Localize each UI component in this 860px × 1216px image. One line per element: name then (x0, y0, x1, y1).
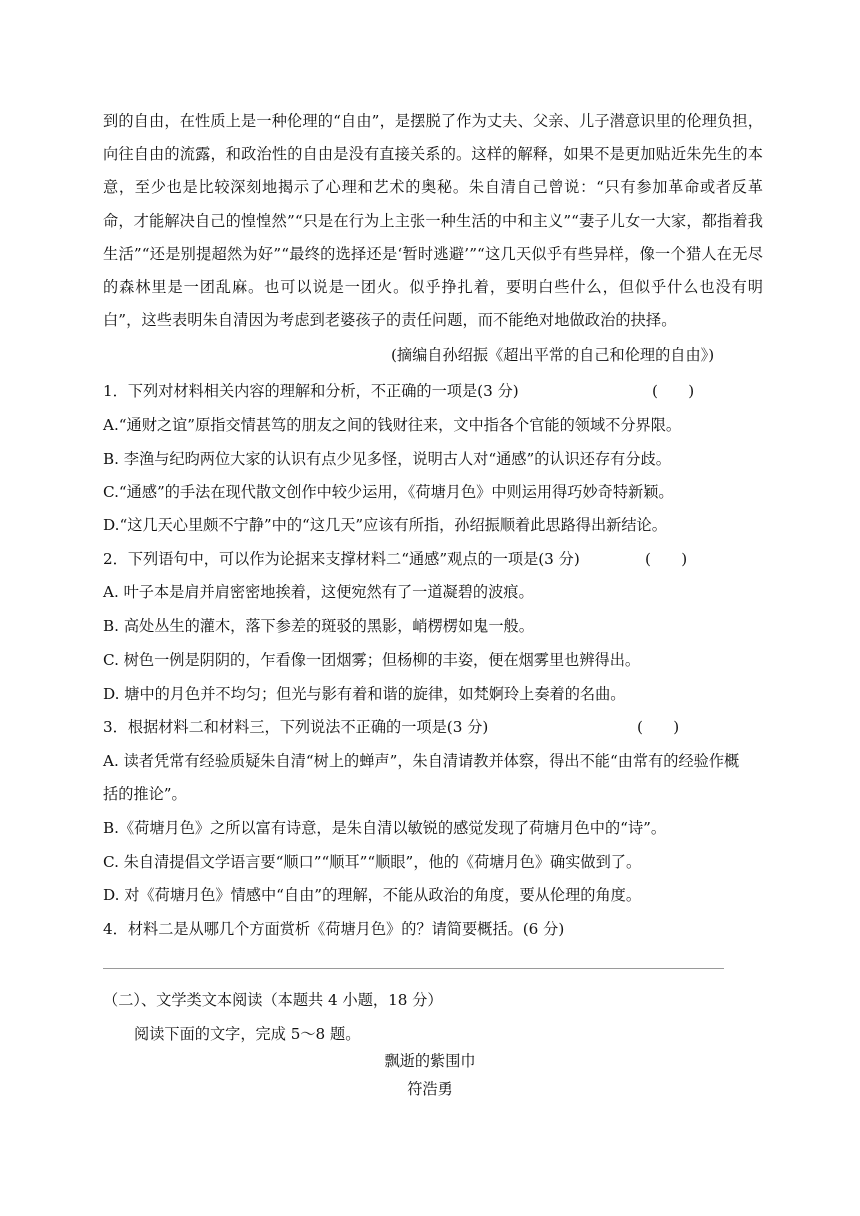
section-2-heading: （二）、文学类文本阅读（本题共 4 小题，18 分） (103, 991, 443, 1009)
question-3-stem: 3．根据材料二和材料三，下列说法不正确的一项是(3 分) (103, 718, 489, 736)
question-1-stem: 1．下列对材料相关内容的理解和分析，不正确的一项是(3 分) (103, 382, 519, 400)
story-title: 飘逝的紫围巾 (384, 1052, 476, 1070)
question-3-option-b: B.《荷塘月色》之所以富有诗意，是朱自清以敏锐的感觉发现了荷塘月色中的“诗”。 (103, 819, 667, 837)
passage-paragraph: 到的自由，在性质上是一种伦理的“自由”，是摆脱了作为丈夫、父亲、儿子潜意识里的伦理负担，向往自由的流露，和政治性的自由是没有直接关系的。这样的解释，如果不是更加贴近朱先生的本意，至少也是比较深刻地揭示了心理和艺术的奥秘。朱自清自己曾说：“只有参加革命或者反革命，才能解决自己的惶惶然”“只是在行为上主张一种生活的中和主义”“妻子儿女一大家，都指着我生活”“还是别提超然为好”“最终的选择还是‘暂时逃避’”“这几天似乎有些异样，像一个猎人在无尽的森林里是一团乱麻。也可以说是一团火。似乎挣扎着，要明白些什么，但似乎什么也没有明白”，这些表明朱自清因为考虑到老婆孩子的责任问题，而不能绝对地做政治的抉择。 (103, 112, 763, 330)
question-2-option-b: B. 高处丛生的灌木，落下参差的斑驳的黑影，峭楞楞如鬼一般。 (103, 617, 534, 635)
question-1-option-b: B. 李渔与纪昀两位大家的认识有点少见多怪，说明古人对“通感”的认识还存有分歧。 (103, 450, 671, 468)
question-2-stem: 2．下列语句中，可以作为论据来支撑材料二“通感”观点的一项是(3 分) (103, 550, 580, 568)
question-3-option-d: D. 对《荷塘月色》情感中“自由”的理解，不能从政治的角度，要从伦理的角度。 (103, 886, 642, 904)
question-2-answer-blank: ( ) (645, 550, 688, 568)
question-1-option-a: A.“通财之谊”原指交情甚笃的朋友之间的钱财往来，文中指各个官能的领域不分界限。 (103, 416, 682, 434)
question-1-answer-blank: ( ) (652, 382, 695, 400)
question-1-option-c: C.“通感”的手法在现代散文创作中较少运用，《荷塘月色》中则运用得巧妙奇特新颖。 (103, 483, 674, 501)
question-3-option-c: C. 朱自清提倡文学语言要“顺口”“顺耳”“顺眼”，他的《荷塘月色》确实做到了。 (103, 853, 642, 871)
passage-source: (摘编自孙绍振《超出平常的自己和伦理的自由》) (391, 346, 715, 364)
question-3-answer-blank: ( ) (637, 718, 680, 736)
question-3-option-a-line1: A. 读者凭常有经验质疑朱自清“树上的蝉声”，朱自清请教并体察，得出不能“由常有的经验作概 (103, 752, 740, 770)
question-3-option-a-line2: 括的推论”。 (103, 785, 187, 803)
question-4-stem: 4．材料二是从哪几个方面赏析《荷塘月色》的？请简要概括。(6 分) (103, 920, 565, 938)
question-2-option-d: D. 塘中的月色并不均匀；但光与影有着和谐的旋律，如梵婀玲上奏着的名曲。 (103, 685, 626, 703)
question-2-option-a: A. 叶子本是肩并肩密密地挨着，这便宛然有了一道凝碧的波痕。 (103, 583, 534, 601)
story-author: 符浩勇 (407, 1080, 453, 1098)
section-divider (103, 968, 724, 969)
section-2-instruction: 阅读下面的文字，完成 5～8 题。 (134, 1025, 361, 1043)
question-2-option-c: C. 树色一例是阴阴的，乍看像一团烟雾；但杨柳的丰姿，便在烟雾里也辨得出。 (103, 651, 641, 669)
question-1-option-d: D.“这几天心里颇不宁静”中的“这几天”应该有所指，孙绍振顺着此思路得出新结论。 (103, 516, 667, 534)
